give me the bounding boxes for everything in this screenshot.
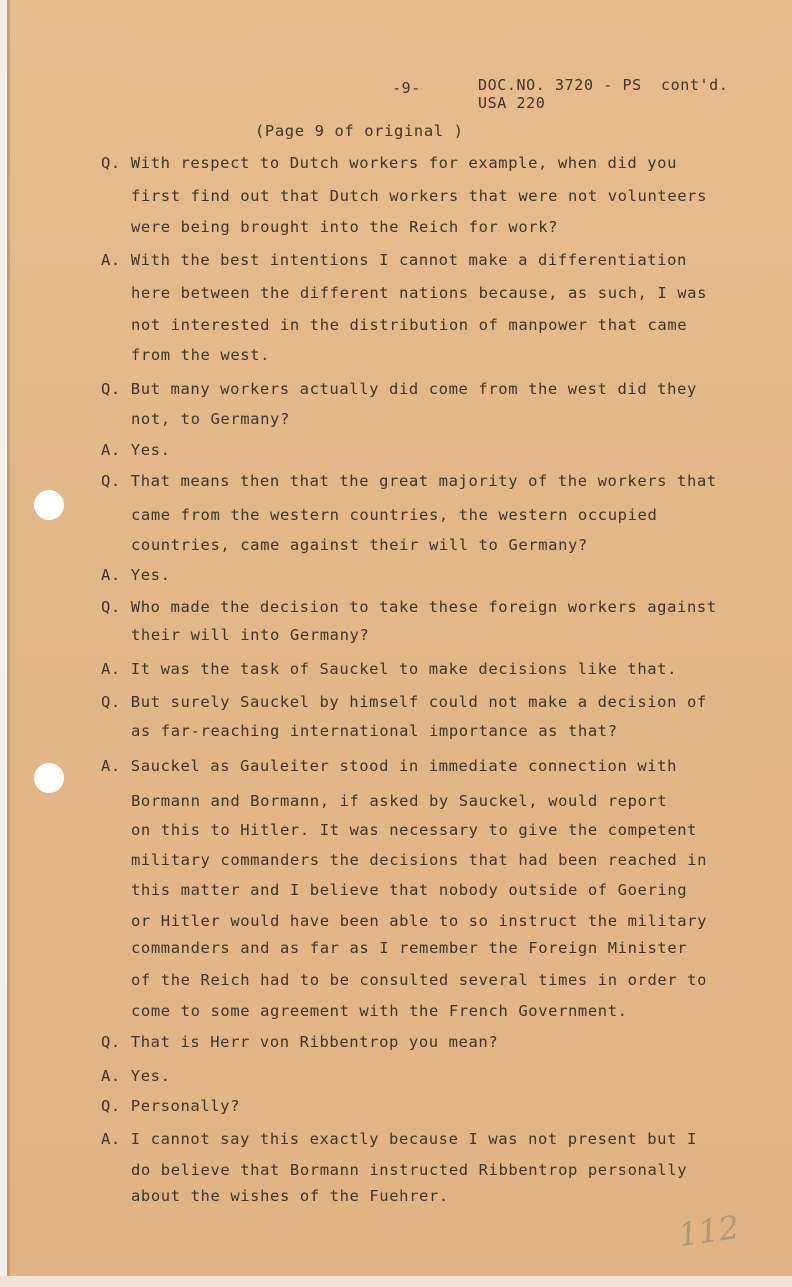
- punch-hole-upper: [34, 490, 64, 520]
- line-14: A. Yes.: [101, 566, 171, 584]
- line-3: were being brought into the Reich for work?: [131, 218, 559, 236]
- line-17: A. It was the task of Sauckel to make decisions like that.: [101, 660, 678, 678]
- line-29: Q. That is Herr von Ribbentrop you mean?: [101, 1033, 499, 1051]
- line-1: Q. With respect to Dutch workers for example, when did you: [101, 154, 678, 172]
- line-15: Q. Who made the decision to take these foreign workers against: [101, 598, 717, 616]
- line-8: Q. But many workers actually did come from the west did they: [101, 380, 697, 398]
- line-18: Q. But surely Sauckel by himself could not make a decision of: [101, 693, 707, 711]
- line-9: not, to Germany?: [131, 410, 290, 428]
- line-32: A. I cannot say this exactly because I was not present but I: [101, 1130, 697, 1148]
- line-30: A. Yes.: [101, 1067, 171, 1085]
- line-22: on this to Hitler. It was necessary to give the competent: [131, 821, 698, 839]
- line-25: or Hitler would have been able to so instruct the military: [131, 912, 708, 930]
- exhibit-number: USA 220: [478, 94, 546, 112]
- handwritten-page-number: 112: [675, 1207, 742, 1255]
- line-34: about the wishes of the Fuehrer.: [131, 1187, 449, 1205]
- line-33: do believe that Bormann instructed Ribbentrop personally: [131, 1161, 688, 1179]
- page-bottom-edge: [0, 1276, 792, 1287]
- line-28: come to some agreement with the French Government.: [131, 1002, 628, 1020]
- line-10: A. Yes.: [101, 441, 171, 459]
- line-11: Q. That means then that the great majority of the workers that: [101, 472, 717, 490]
- line-12: came from the western countries, the western occupied: [131, 506, 658, 524]
- line-27: of the Reich had to be consulted several times in order to: [131, 971, 708, 989]
- line-6: not interested in the distribution of manpower that came: [131, 316, 688, 334]
- line-26: commanders and as far as I remember the Foreign Minister: [131, 939, 688, 957]
- line-5: here between the different nations because, as such, I was: [131, 284, 708, 302]
- line-20: A. Sauckel as Gauleiter stood in immediate connection with: [101, 757, 678, 775]
- page-of-original: (Page 9 of original ): [255, 122, 464, 140]
- line-31: Q. Personally?: [101, 1097, 241, 1115]
- line-21: Bormann and Bormann, if asked by Sauckel, would report: [131, 792, 668, 810]
- line-19: as far-reaching international importance as that?: [131, 722, 618, 740]
- line-23: military commanders the decisions that had been reached in: [131, 851, 708, 869]
- page-left-edge: [0, 0, 7, 1287]
- page-marker: -9-: [392, 79, 421, 97]
- document-number: DOC.NO. 3720 - PS cont'd.: [478, 76, 729, 94]
- line-13: countries, came against their will to Germany?: [131, 536, 588, 554]
- line-7: from the west.: [131, 346, 271, 364]
- line-16: their will into Germany?: [131, 626, 370, 644]
- line-24: this matter and I believe that nobody outside of Goering: [131, 881, 688, 899]
- page-left-shadow: [7, 0, 10, 1287]
- punch-hole-lower: [34, 763, 64, 793]
- line-2: first find out that Dutch workers that were not volunteers: [131, 187, 708, 205]
- line-4: A. With the best intentions I cannot make a differentiation: [101, 251, 687, 269]
